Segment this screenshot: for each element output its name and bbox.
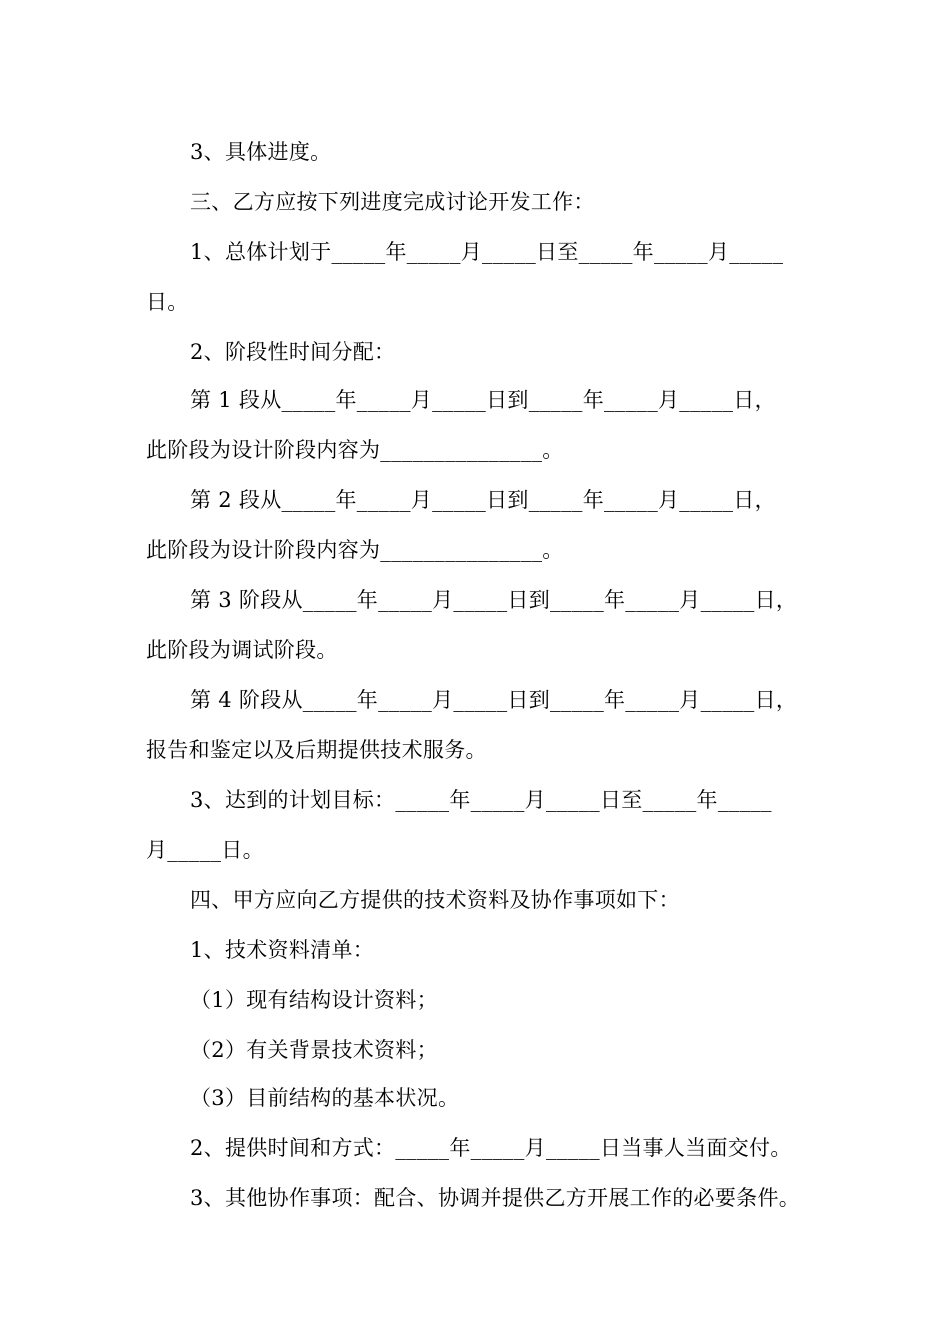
paragraph-line: 2、阶段性时间分配： xyxy=(190,340,396,364)
paragraph-line: 3、达到的计划目标：_____年_____月_____日至_____年_____ xyxy=(190,788,772,812)
list-item: （2）有关背景技术资料； xyxy=(190,1038,438,1062)
paragraph-line: 1、技术资料清单： xyxy=(190,938,375,962)
section-heading: 三、乙方应按下列进度完成讨论开发工作： xyxy=(190,190,595,214)
paragraph-line: 此阶段为设计阶段内容为_______________。 xyxy=(146,438,564,462)
paragraph-line: 此阶段为调试阶段。 xyxy=(146,638,338,662)
paragraph-line: 3、具体进度。 xyxy=(190,140,332,164)
paragraph-line: 1、总体计划于_____年_____月_____日至_____年_____月_____ xyxy=(190,240,784,264)
paragraph-line: 第 3 阶段从_____年_____月_____日到_____年_____月_____日， xyxy=(190,588,798,612)
paragraph-line: 第 1 段从_____年_____月_____日到_____年_____月_____日， xyxy=(190,388,776,412)
paragraph-line: 月_____日。 xyxy=(146,838,264,862)
paragraph-line: 日。 xyxy=(146,290,189,314)
paragraph-line: 3、其他协作事项：配合、协调并提供乙方开展工作的必要条件。 xyxy=(190,1186,801,1210)
paragraph-line: 此阶段为设计阶段内容为_______________。 xyxy=(146,538,564,562)
section-heading: 四、甲方应向乙方提供的技术资料及协作事项如下： xyxy=(190,888,680,912)
list-item: （3）目前结构的基本状况。 xyxy=(190,1086,460,1110)
paragraph-line: 第 4 阶段从_____年_____月_____日到_____年_____月_____日， xyxy=(190,688,798,712)
paragraph-line: 2、提供时间和方式：_____年_____月_____日当事人当面交付。 xyxy=(190,1136,792,1160)
list-item: （1）现有结构设计资料； xyxy=(190,988,438,1012)
paragraph-line: 报告和鉴定以及后期提供技术服务。 xyxy=(146,738,487,762)
paragraph-line: 第 2 段从_____年_____月_____日到_____年_____月_____日， xyxy=(190,488,776,512)
